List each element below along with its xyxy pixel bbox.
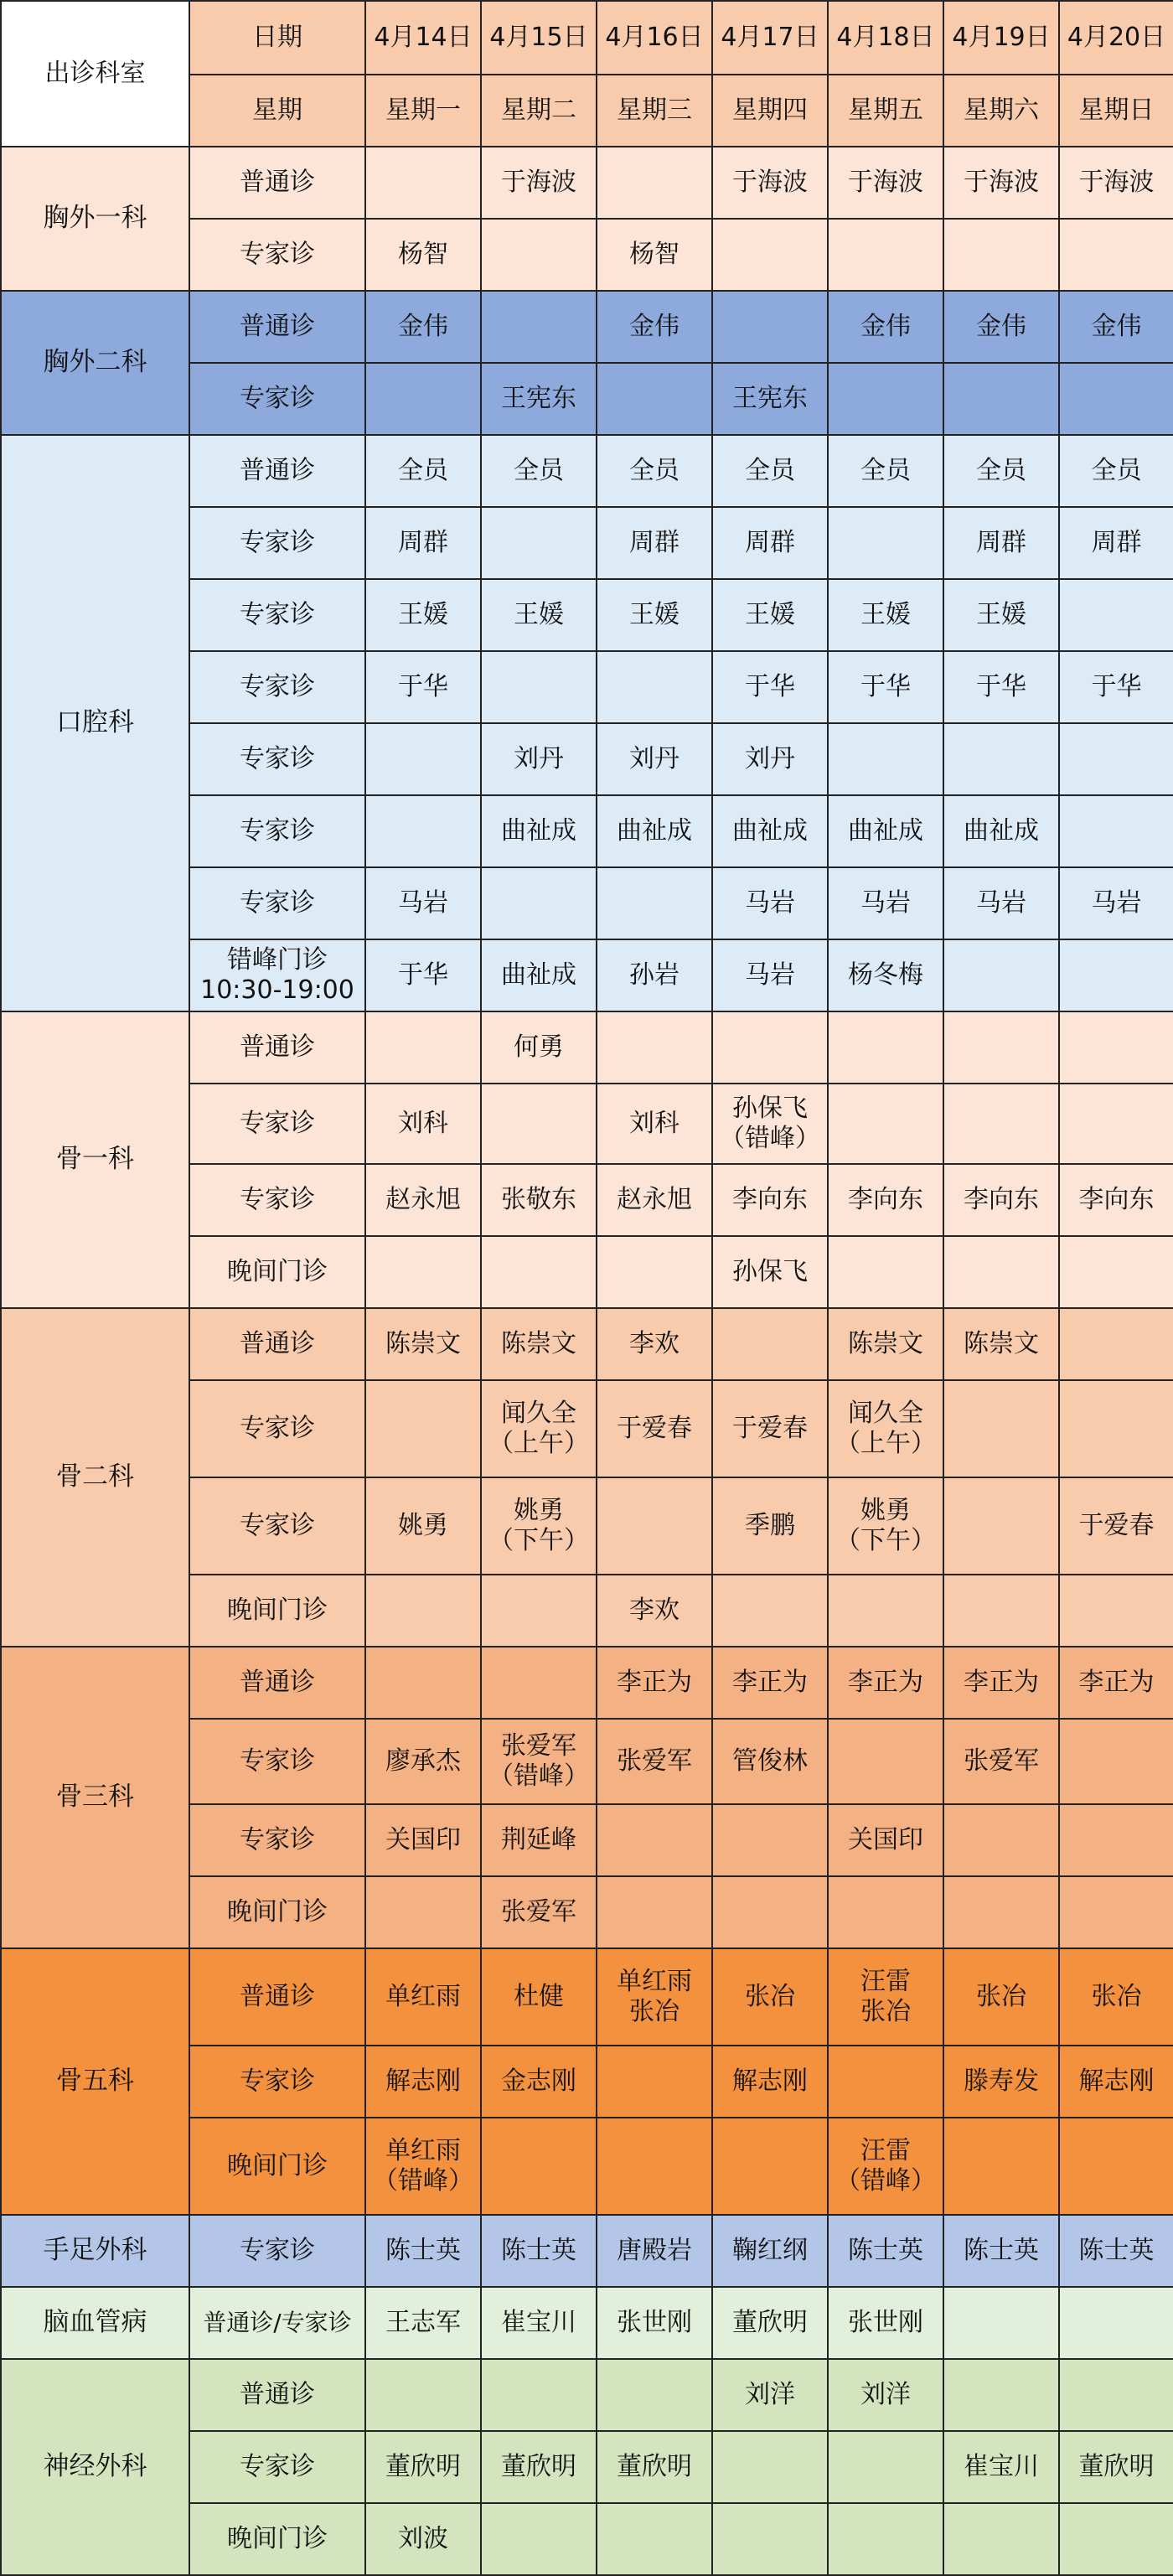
weekday-header: 星期六 xyxy=(943,75,1059,147)
date-label: 日期 xyxy=(189,1,365,75)
doctor-cell: 王媛 xyxy=(365,579,481,651)
date-header: 4月18日 xyxy=(828,1,943,75)
clinic-type: 专家诊 xyxy=(189,1719,365,1804)
doctor-cell xyxy=(828,2046,943,2118)
doctor-cell: 张爱军 xyxy=(943,1719,1059,1804)
doctor-cell: 全员 xyxy=(712,435,828,507)
clinic-type: 普通诊 xyxy=(189,1308,365,1380)
doctor-cell: 刘洋 xyxy=(712,2359,828,2431)
clinic-type: 专家诊 xyxy=(189,795,365,867)
doctor-cell: 曲祉成 xyxy=(481,939,597,1011)
doctor-cell xyxy=(1059,2287,1173,2359)
doctor-cell: 曲祉成 xyxy=(481,795,597,867)
doctor-cell: 孙岩 xyxy=(597,939,712,1011)
department-name: 神经外科 xyxy=(1,2359,189,2575)
doctor-cell: 于华 xyxy=(943,651,1059,723)
doctor-cell: 王宪东 xyxy=(712,363,828,435)
department-name: 骨五科 xyxy=(1,1948,189,2215)
doctor-cell: 金伟 xyxy=(943,291,1059,363)
doctor-cell xyxy=(365,147,481,219)
doctor-cell xyxy=(943,1804,1059,1876)
clinic-type: 晚间门诊 xyxy=(189,1876,365,1948)
doctor-cell xyxy=(1059,1804,1173,1876)
clinic-type: 专家诊 xyxy=(189,2215,365,2287)
doctor-cell: 周群 xyxy=(712,507,828,579)
doctor-cell xyxy=(943,939,1059,1011)
doctor-cell: 解志刚 xyxy=(1059,2046,1173,2118)
doctor-cell xyxy=(1059,939,1173,1011)
doctor-cell: 王媛 xyxy=(828,579,943,651)
doctor-cell xyxy=(1059,2118,1173,2215)
doctor-cell xyxy=(712,2118,828,2215)
doctor-cell: 金志刚 xyxy=(481,2046,597,2118)
doctor-cell: 曲祉成 xyxy=(712,795,828,867)
clinic-type: 普通诊 xyxy=(189,1011,365,1084)
weekday-header: 星期一 xyxy=(365,75,481,147)
doctor-cell xyxy=(481,507,597,579)
doctor-cell xyxy=(828,1575,943,1647)
doctor-cell xyxy=(828,1084,943,1164)
doctor-cell xyxy=(943,1876,1059,1948)
doctor-cell xyxy=(712,1011,828,1084)
doctor-cell: 赵永旭 xyxy=(365,1164,481,1236)
doctor-cell xyxy=(712,1876,828,1948)
doctor-cell xyxy=(712,1804,828,1876)
doctor-cell: 刘丹 xyxy=(481,723,597,795)
doctor-cell: 董欣明 xyxy=(1059,2431,1173,2503)
doctor-cell xyxy=(365,2359,481,2431)
doctor-cell xyxy=(712,291,828,363)
doctor-cell: 于华 xyxy=(828,651,943,723)
clinic-type: 专家诊 xyxy=(189,867,365,939)
doctor-cell: 李欢 xyxy=(597,1308,712,1380)
doctor-cell xyxy=(712,1308,828,1380)
doctor-cell xyxy=(1059,579,1173,651)
doctor-cell: 张爱军 xyxy=(597,1719,712,1804)
department-name: 骨三科 xyxy=(1,1647,189,1948)
doctor-cell xyxy=(1059,2359,1173,2431)
doctor-cell: 陈士英 xyxy=(365,2215,481,2287)
doctor-cell: 全员 xyxy=(828,435,943,507)
doctor-cell xyxy=(597,2118,712,2215)
doctor-cell: 陈崇文 xyxy=(365,1308,481,1380)
doctor-cell xyxy=(597,2503,712,2575)
doctor-cell xyxy=(828,1236,943,1308)
doctor-cell: 孙保飞 （错峰） xyxy=(712,1084,828,1164)
weekday-header: 星期四 xyxy=(712,75,828,147)
weekday-header: 星期日 xyxy=(1059,75,1173,147)
schedule-row xyxy=(1,1011,1173,1084)
doctor-cell: 解志刚 xyxy=(712,2046,828,2118)
clinic-type: 专家诊 xyxy=(189,2046,365,2118)
doctor-cell: 解志刚 xyxy=(365,2046,481,2118)
doctor-cell: 李正为 xyxy=(1059,1647,1173,1719)
doctor-cell xyxy=(828,2503,943,2575)
doctor-cell: 曲祉成 xyxy=(828,795,943,867)
doctor-cell: 唐殿岩 xyxy=(597,2215,712,2287)
doctor-cell: 金伟 xyxy=(597,291,712,363)
department-name: 口腔科 xyxy=(1,435,189,1011)
department-name: 胸外二科 xyxy=(1,291,189,435)
schedule-body xyxy=(1,1,1173,2575)
doctor-cell: 单红雨 xyxy=(365,1948,481,2046)
clinic-type: 晚间门诊 xyxy=(189,2503,365,2575)
doctor-cell xyxy=(597,867,712,939)
doctor-cell xyxy=(1059,795,1173,867)
doctor-cell: 王志军 xyxy=(365,2287,481,2359)
schedule-row xyxy=(1,2215,1173,2287)
doctor-cell: 全员 xyxy=(365,435,481,507)
clinic-type: 专家诊 xyxy=(189,723,365,795)
doctor-cell xyxy=(365,1876,481,1948)
doctor-cell xyxy=(828,1876,943,1948)
doctor-cell: 李正为 xyxy=(597,1647,712,1719)
department-name: 骨一科 xyxy=(1,1011,189,1308)
clinic-type: 普通诊 xyxy=(189,147,365,219)
doctor-cell xyxy=(712,1575,828,1647)
doctor-cell: 王媛 xyxy=(712,579,828,651)
doctor-cell: 李正为 xyxy=(828,1647,943,1719)
doctor-cell xyxy=(828,723,943,795)
doctor-cell: 李正为 xyxy=(943,1647,1059,1719)
doctor-cell: 金伟 xyxy=(365,291,481,363)
clinic-type: 专家诊 xyxy=(189,1164,365,1236)
doctor-cell: 李正为 xyxy=(712,1647,828,1719)
doctor-cell xyxy=(365,795,481,867)
doctor-cell: 曲祉成 xyxy=(943,795,1059,867)
doctor-cell xyxy=(943,2359,1059,2431)
doctor-cell: 金伟 xyxy=(828,291,943,363)
doctor-cell xyxy=(597,147,712,219)
weekday-header: 星期五 xyxy=(828,75,943,147)
doctor-cell xyxy=(943,363,1059,435)
doctor-cell: 周群 xyxy=(943,507,1059,579)
doctor-cell: 汪雷 张冶 xyxy=(828,1948,943,2046)
doctor-cell xyxy=(597,651,712,723)
header-date-row xyxy=(1,1,1173,75)
doctor-cell: 于海波 xyxy=(1059,147,1173,219)
doctor-cell xyxy=(1059,1876,1173,1948)
doctor-cell xyxy=(597,2359,712,2431)
doctor-cell: 单红雨 （错峰） xyxy=(365,2118,481,2215)
doctor-cell xyxy=(828,1719,943,1804)
doctor-cell: 董欣明 xyxy=(712,2287,828,2359)
doctor-cell xyxy=(597,363,712,435)
doctor-cell: 于海波 xyxy=(712,147,828,219)
doctor-cell: 马岩 xyxy=(1059,867,1173,939)
doctor-cell: 张冶 xyxy=(712,1948,828,2046)
date-header: 4月14日 xyxy=(365,1,481,75)
date-header: 4月17日 xyxy=(712,1,828,75)
clinic-type: 专家诊 xyxy=(189,579,365,651)
doctor-cell: 于海波 xyxy=(828,147,943,219)
clinic-type: 错峰门诊 10:30-19:00 xyxy=(189,939,365,1011)
doctor-cell: 杨智 xyxy=(597,219,712,291)
corner-header: 出诊科室 xyxy=(1,1,189,147)
doctor-cell: 周群 xyxy=(1059,507,1173,579)
doctor-cell: 汪雷 （错峰） xyxy=(828,2118,943,2215)
doctor-cell: 鞠红纲 xyxy=(712,2215,828,2287)
doctor-cell: 王媛 xyxy=(597,579,712,651)
clinic-type: 专家诊 xyxy=(189,363,365,435)
schedule-row xyxy=(1,1308,1173,1380)
doctor-cell: 马岩 xyxy=(712,867,828,939)
doctor-cell: 张世刚 xyxy=(828,2287,943,2359)
doctor-cell xyxy=(943,1575,1059,1647)
doctor-cell xyxy=(1059,1084,1173,1164)
doctor-cell: 李欢 xyxy=(597,1575,712,1647)
doctor-cell: 全员 xyxy=(943,435,1059,507)
doctor-cell: 陈崇文 xyxy=(481,1308,597,1380)
doctor-cell xyxy=(481,1084,597,1164)
doctor-cell: 姚勇 xyxy=(365,1477,481,1575)
doctor-cell xyxy=(1059,1575,1173,1647)
doctor-cell: 闻久全 （上午） xyxy=(481,1380,597,1477)
date-header: 4月20日 xyxy=(1059,1,1173,75)
clinic-type: 普通诊 xyxy=(189,1647,365,1719)
doctor-cell: 赵永旭 xyxy=(597,1164,712,1236)
doctor-cell xyxy=(481,1575,597,1647)
schedule-row xyxy=(1,1647,1173,1719)
weekday-header: 星期二 xyxy=(481,75,597,147)
doctor-cell: 马岩 xyxy=(712,939,828,1011)
doctor-cell xyxy=(1059,219,1173,291)
department-name: 脑血管病 xyxy=(1,2287,189,2359)
date-header: 4月15日 xyxy=(481,1,597,75)
clinic-type: 专家诊 xyxy=(189,2431,365,2503)
doctor-cell: 陈崇文 xyxy=(943,1308,1059,1380)
doctor-cell: 张冶 xyxy=(943,1948,1059,2046)
doctor-cell: 全员 xyxy=(597,435,712,507)
clinic-type: 专家诊 xyxy=(189,1477,365,1575)
doctor-cell: 王媛 xyxy=(481,579,597,651)
date-header: 4月19日 xyxy=(943,1,1059,75)
doctor-cell xyxy=(481,867,597,939)
doctor-cell xyxy=(1059,1380,1173,1477)
doctor-cell xyxy=(597,1477,712,1575)
doctor-cell: 张敬东 xyxy=(481,1164,597,1236)
doctor-cell: 张爱军 （错峰） xyxy=(481,1719,597,1804)
schedule-row xyxy=(1,147,1173,219)
doctor-cell: 王宪东 xyxy=(481,363,597,435)
doctor-cell: 陈士英 xyxy=(828,2215,943,2287)
schedule-row xyxy=(1,291,1173,363)
doctor-cell xyxy=(597,1876,712,1948)
doctor-cell: 关国印 xyxy=(365,1804,481,1876)
doctor-cell xyxy=(943,2287,1059,2359)
schedule-row xyxy=(1,435,1173,507)
doctor-cell: 李向东 xyxy=(828,1164,943,1236)
doctor-cell xyxy=(943,1084,1059,1164)
doctor-cell xyxy=(365,1236,481,1308)
schedule-row xyxy=(1,2359,1173,2431)
doctor-cell xyxy=(481,1236,597,1308)
doctor-cell: 全员 xyxy=(481,435,597,507)
doctor-cell xyxy=(365,1380,481,1477)
doctor-cell: 于爱春 xyxy=(1059,1477,1173,1575)
doctor-cell xyxy=(481,291,597,363)
doctor-cell: 杜健 xyxy=(481,1948,597,2046)
doctor-cell xyxy=(828,1011,943,1084)
clinic-type: 普通诊 xyxy=(189,435,365,507)
doctor-cell xyxy=(943,2118,1059,2215)
clinic-type: 专家诊 xyxy=(189,1084,365,1164)
clinic-type: 专家诊 xyxy=(189,507,365,579)
doctor-cell: 张冶 xyxy=(1059,1948,1173,2046)
doctor-cell: 董欣明 xyxy=(365,2431,481,2503)
doctor-cell: 刘丹 xyxy=(597,723,712,795)
doctor-cell xyxy=(481,219,597,291)
doctor-cell xyxy=(943,1477,1059,1575)
doctor-cell xyxy=(712,219,828,291)
doctor-cell xyxy=(943,219,1059,291)
doctor-cell xyxy=(1059,723,1173,795)
doctor-cell xyxy=(481,2503,597,2575)
doctor-cell: 季鹏 xyxy=(712,1477,828,1575)
department-name: 手足外科 xyxy=(1,2215,189,2287)
doctor-cell xyxy=(365,1647,481,1719)
doctor-cell xyxy=(365,1575,481,1647)
doctor-cell: 于爱春 xyxy=(597,1380,712,1477)
clinic-type: 专家诊 xyxy=(189,219,365,291)
doctor-cell xyxy=(597,1011,712,1084)
doctor-cell: 管俊林 xyxy=(712,1719,828,1804)
doctor-cell: 全员 xyxy=(1059,435,1173,507)
doctor-cell: 于华 xyxy=(712,651,828,723)
doctor-cell xyxy=(943,1380,1059,1477)
doctor-cell xyxy=(1059,1719,1173,1804)
doctor-cell: 刘科 xyxy=(597,1084,712,1164)
clinic-type: 普通诊 xyxy=(189,1948,365,2046)
doctor-cell: 于海波 xyxy=(481,147,597,219)
doctor-cell xyxy=(828,219,943,291)
clinic-type: 晚间门诊 xyxy=(189,1575,365,1647)
doctor-cell xyxy=(365,1011,481,1084)
weekday-label: 星期 xyxy=(189,75,365,147)
doctor-cell: 刘洋 xyxy=(828,2359,943,2431)
doctor-cell: 张爱军 xyxy=(481,1876,597,1948)
clinic-type: 普通诊/专家诊 xyxy=(189,2287,365,2359)
doctor-cell: 姚勇 （下午） xyxy=(481,1477,597,1575)
doctor-cell: 刘科 xyxy=(365,1084,481,1164)
doctor-cell: 金伟 xyxy=(1059,291,1173,363)
doctor-cell: 于华 xyxy=(365,651,481,723)
doctor-cell: 马岩 xyxy=(943,867,1059,939)
clinic-type: 专家诊 xyxy=(189,1380,365,1477)
clinic-type: 普通诊 xyxy=(189,291,365,363)
doctor-cell xyxy=(1059,2503,1173,2575)
doctor-cell: 周群 xyxy=(597,507,712,579)
doctor-cell xyxy=(828,2431,943,2503)
doctor-cell: 杨智 xyxy=(365,219,481,291)
doctor-cell: 曲祉成 xyxy=(597,795,712,867)
doctor-cell: 陈士英 xyxy=(943,2215,1059,2287)
doctor-cell: 马岩 xyxy=(828,867,943,939)
doctor-cell xyxy=(943,723,1059,795)
clinic-type: 专家诊 xyxy=(189,651,365,723)
doctor-cell: 李向东 xyxy=(943,1164,1059,1236)
doctor-cell xyxy=(481,651,597,723)
department-name: 骨二科 xyxy=(1,1308,189,1647)
clinic-type: 普通诊 xyxy=(189,2359,365,2431)
department-name: 胸外一科 xyxy=(1,147,189,291)
doctor-cell xyxy=(597,2046,712,2118)
doctor-cell: 董欣明 xyxy=(481,2431,597,2503)
schedule-row xyxy=(1,1948,1173,2046)
doctor-cell: 陈崇文 xyxy=(828,1308,943,1380)
doctor-cell: 于华 xyxy=(1059,651,1173,723)
doctor-cell: 陈士英 xyxy=(1059,2215,1173,2287)
doctor-cell: 滕寿发 xyxy=(943,2046,1059,2118)
doctor-cell xyxy=(828,363,943,435)
doctor-cell: 单红雨 张冶 xyxy=(597,1948,712,2046)
doctor-cell: 于爱春 xyxy=(712,1380,828,1477)
doctor-cell: 杨冬梅 xyxy=(828,939,943,1011)
doctor-cell xyxy=(1059,363,1173,435)
doctor-cell xyxy=(712,2503,828,2575)
doctor-cell xyxy=(481,2359,597,2431)
doctor-cell: 李向东 xyxy=(1059,1164,1173,1236)
doctor-cell xyxy=(481,2118,597,2215)
doctor-cell: 闻久全 （上午） xyxy=(828,1380,943,1477)
doctor-cell xyxy=(943,1236,1059,1308)
doctor-cell: 李向东 xyxy=(712,1164,828,1236)
doctor-cell: 张世刚 xyxy=(597,2287,712,2359)
doctor-cell: 于海波 xyxy=(943,147,1059,219)
doctor-cell: 刘波 xyxy=(365,2503,481,2575)
doctor-cell: 周群 xyxy=(365,507,481,579)
doctor-cell: 崔宝川 xyxy=(481,2287,597,2359)
doctor-cell xyxy=(365,363,481,435)
doctor-cell xyxy=(943,1011,1059,1084)
doctor-cell: 董欣明 xyxy=(597,2431,712,2503)
doctor-cell: 孙保飞 xyxy=(712,1236,828,1308)
doctor-cell: 马岩 xyxy=(365,867,481,939)
date-header: 4月16日 xyxy=(597,1,712,75)
doctor-cell: 姚勇 （下午） xyxy=(828,1477,943,1575)
doctor-cell xyxy=(1059,1308,1173,1380)
doctor-cell xyxy=(1059,1236,1173,1308)
doctor-cell xyxy=(943,2503,1059,2575)
doctor-cell: 关国印 xyxy=(828,1804,943,1876)
clinic-type: 专家诊 xyxy=(189,1804,365,1876)
doctor-cell xyxy=(365,723,481,795)
clinic-type: 晚间门诊 xyxy=(189,2118,365,2215)
doctor-cell xyxy=(597,1236,712,1308)
doctor-cell xyxy=(481,1647,597,1719)
doctor-cell: 陈士英 xyxy=(481,2215,597,2287)
doctor-cell: 刘丹 xyxy=(712,723,828,795)
doctor-cell xyxy=(597,1804,712,1876)
doctor-cell: 荆延峰 xyxy=(481,1804,597,1876)
doctor-cell: 廖承杰 xyxy=(365,1719,481,1804)
doctor-cell xyxy=(712,2431,828,2503)
doctor-cell xyxy=(828,507,943,579)
doctor-cell: 何勇 xyxy=(481,1011,597,1084)
weekday-header: 星期三 xyxy=(597,75,712,147)
schedule-row xyxy=(1,2287,1173,2359)
doctor-cell: 于华 xyxy=(365,939,481,1011)
doctor-cell: 王媛 xyxy=(943,579,1059,651)
clinic-type: 晚间门诊 xyxy=(189,1236,365,1308)
doctor-cell: 崔宝川 xyxy=(943,2431,1059,2503)
doctor-cell xyxy=(1059,1011,1173,1084)
